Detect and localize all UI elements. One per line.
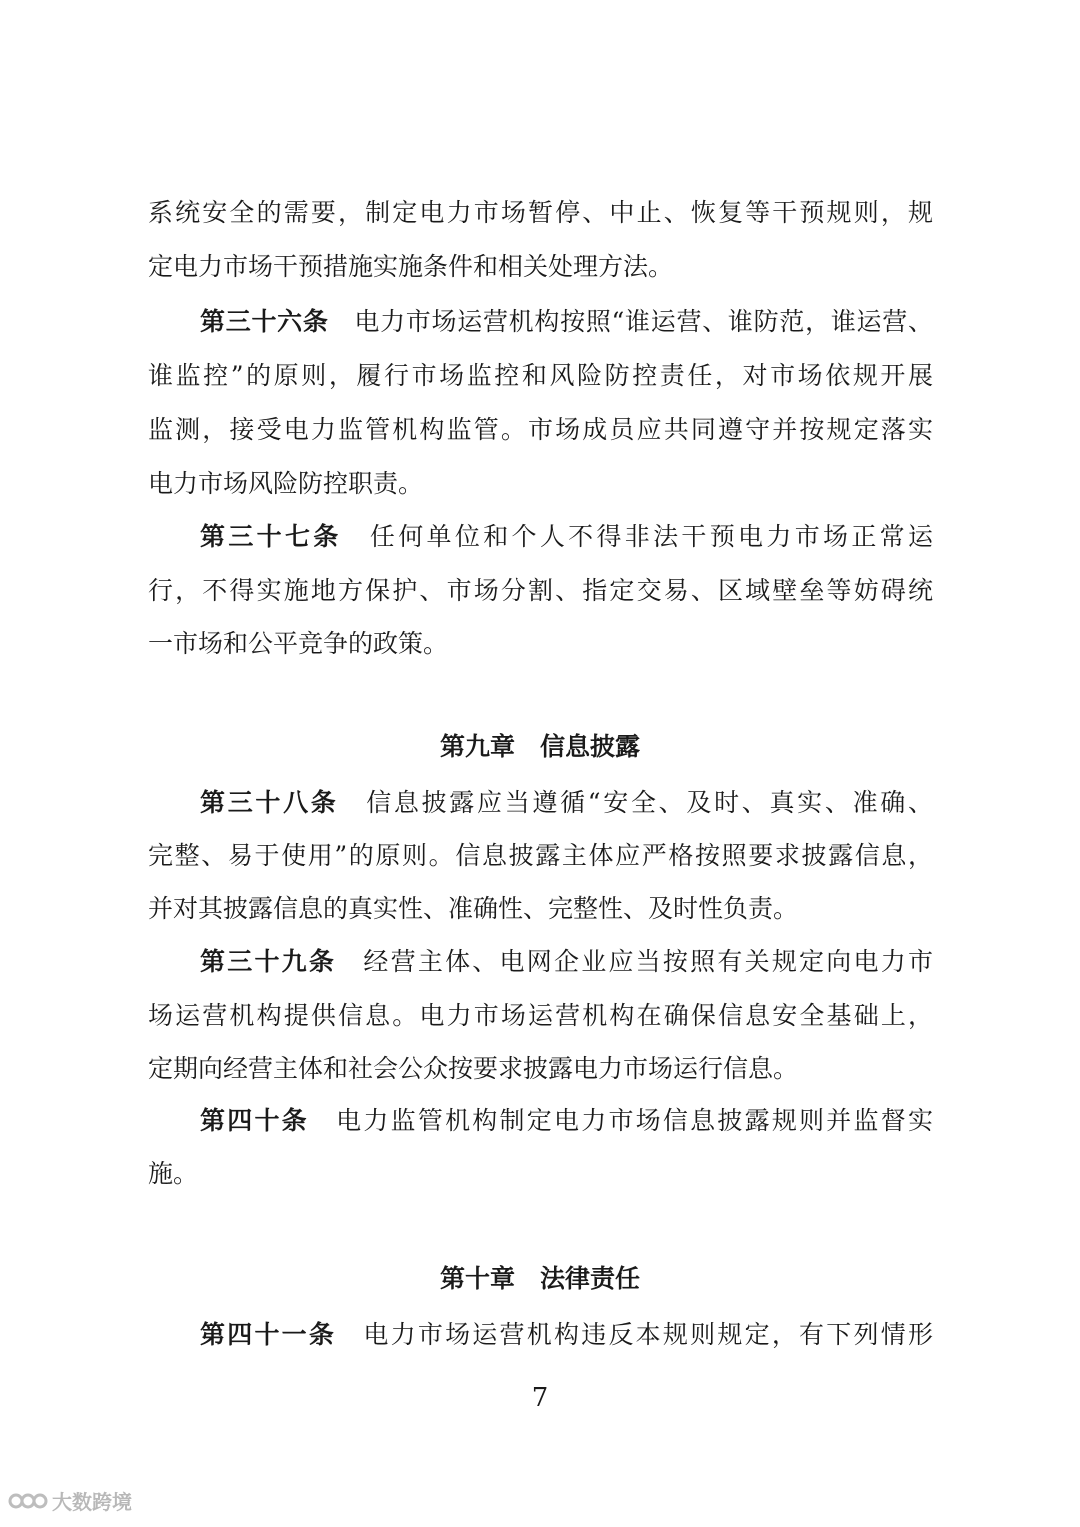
article-text: 电力市场运营机构按照“谁运营、谁防范，谁运营、 [354, 307, 933, 336]
paragraph-line: 完整、易于使用”的原则。信息披露主体应严格按照要求披露信息， [148, 841, 933, 870]
watermark [8, 1483, 132, 1517]
article-37-line-1 [200, 520, 933, 554]
paragraph-line: 定电力市场干预措施实施条件和相关处理方法。 [148, 252, 674, 281]
article-text: 电力监管机构制定电力市场信息披露规则并监督实 [336, 1106, 933, 1135]
paragraph-line: 监测，接受电力监管机构监管。市场成员应共同遵守并按规定落实 [148, 415, 933, 444]
paragraph-line: 定期向经营主体和社会公众按要求披露电力市场运行信息。 [148, 1054, 799, 1083]
logo-icon [8, 1487, 48, 1513]
article-number: 第三十八条 [200, 788, 339, 817]
paragraph-line: 施。 [148, 1159, 199, 1188]
chapter-heading: 第十章 法律责任 [439, 1264, 640, 1293]
article-number: 第四十一条 [200, 1320, 337, 1349]
paragraph-line: 并对其披露信息的真实性、准确性、完整性、及时性负责。 [148, 894, 799, 923]
paragraph-line: 行，不得实施地方保护、市场分割、指定交易、区域壁垒等妨碍统 [148, 576, 933, 605]
chapter-heading: 第九章 信息披露 [439, 732, 640, 761]
paragraph-line: 一市场和公平竞争的政策。 [148, 629, 449, 658]
paragraph-line: 场运营机构提供信息。电力市场运营机构在确保信息安全基础上， [148, 1001, 933, 1030]
article-text: 经营主体、电网企业应当按照有关规定向电力市 [363, 947, 933, 976]
article-number: 第三十六条 [200, 307, 329, 336]
article-text: 信息披露应当遵循“安全、及时、真实、准确、 [366, 788, 933, 817]
page-number: 7 [531, 1383, 549, 1413]
article-39-line-1 [200, 945, 933, 979]
paragraph-line: 系统安全的需要，制定电力市场暂停、中止、恢复等干预规则，规 [148, 198, 933, 227]
article-text: 任何单位和个人不得非法干预电力市场正常运 [369, 522, 933, 551]
article-40-line-1 [200, 1104, 933, 1138]
watermark-text: 大数跨境 [52, 1489, 132, 1514]
paragraph-line: 谁监控”的原则，履行市场监控和风险防控责任，对市场依规开展 [148, 361, 933, 390]
article-number: 第三十九条 [200, 947, 337, 976]
article-text: 电力市场运营机构违反本规则规定，有下列情形 [363, 1320, 933, 1349]
article-number: 第三十七条 [200, 522, 342, 551]
paragraph-line: 电力市场风险防控职责。 [148, 469, 424, 498]
article-38-line-1 [200, 786, 933, 820]
article-41-line-1 [200, 1318, 933, 1352]
article-number: 第四十条 [200, 1106, 309, 1135]
article-36-line-1 [200, 305, 933, 339]
